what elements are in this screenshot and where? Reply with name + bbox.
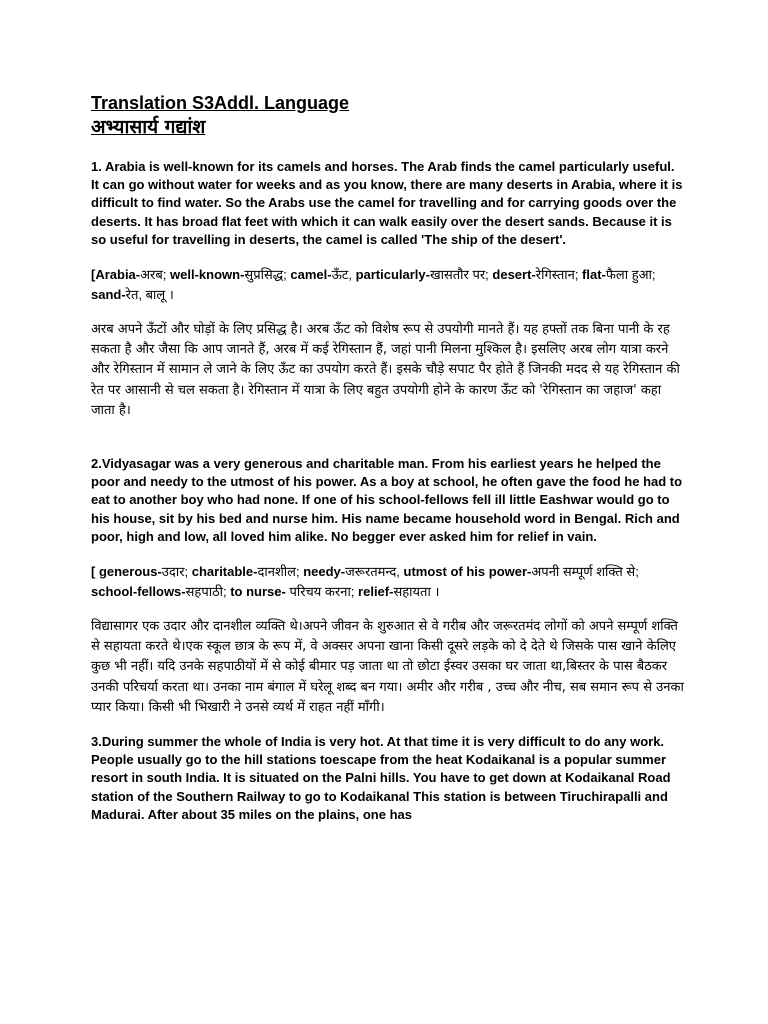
vocab-meaning: फैला हुआ;: [605, 267, 656, 283]
vocab-meaning: रेगिस्तान;: [535, 267, 583, 283]
vocab-meaning: दानशील;: [257, 564, 304, 580]
vocab-meaning: रेत, बालू ।: [125, 287, 174, 303]
vocab-term: charitable-: [191, 564, 258, 580]
vocab-term: sand-: [91, 287, 126, 303]
vocab-term: school-fellows-: [91, 584, 186, 600]
passage-1-vocabulary: [91, 265, 686, 305]
page-subtitle-hindi: अभ्यासार्य गद्यांश: [91, 116, 206, 138]
vocab-term: flat-: [582, 267, 606, 283]
vocab-meaning: सहायता ।: [393, 584, 440, 600]
vocab-term: [ generous-: [91, 564, 162, 580]
vocab-meaning: अरब;: [140, 267, 171, 283]
vocab-term: desert-: [492, 267, 536, 283]
vocab-meaning: अपनी सम्पूर्ण शक्ति से;: [531, 564, 639, 580]
passage-2-english: 2.Vidyasagar was a very generous and charitable man. From his earliest years he helped the poor and needy to the utmost of his power. As a boy at school, he often gave the food he had to eat to another boy who had none. If one of his school-fellows fell ill little Eashwar would go to his house, sit by his bed and nurse him. His name became household word in Bengal. Rich and poor, high and low, all loved him alike. No begger ever asked him for relief in vain.: [91, 456, 683, 544]
vocab-meaning: सुप्रसिद्ध;: [244, 267, 291, 283]
vocab-term: needy-: [303, 564, 346, 580]
vocab-term: utmost of his power-: [403, 564, 532, 580]
vocab-meaning: जरूरतमन्द,: [345, 564, 404, 580]
vocab-term: particularly-: [355, 267, 430, 283]
vocab-meaning: खासतौर पर;: [429, 267, 493, 283]
page-title: Translation S3Addl. Language: [91, 93, 350, 113]
vocab-term: [Arabia-: [91, 267, 141, 283]
vocab-term: relief-: [358, 584, 394, 600]
passage-1-english: 1. Arabia is well-known for its camels and horses. The Arab finds the camel particularly useful. It can go without water for weeks and as you know, there are many deserts in Arabia, where it is difficult to find water. So the Arabs use the camel for travelling and for carrying goods over the deserts. It has broad flat feet with which it can walk easily over the desert sands. Because it is so useful for travelling in deserts, the camel is called 'The ship of the desert'.: [91, 159, 683, 247]
vocab-term: to nurse-: [230, 584, 286, 600]
vocab-term: camel-: [290, 267, 332, 283]
passage-3-english: 3.During summer the whole of India is very hot. At that time it is very difficult to do any work. People usually go to the hill stations toescape from the heat Kodaikanal is a popular summer resort in south India. It is situated on the Palni hills. You have to get down at Kodaikanal Road station of the Southern Railway to go to Kodaikanal This station is between Tiruchirapalli and Madurai. After about 35 miles on the plains, one has: [91, 734, 671, 822]
vocab-meaning: ऊँट,: [331, 267, 356, 283]
vocab-term: well-known-: [170, 267, 245, 283]
vocab-meaning: उदार;: [161, 564, 192, 580]
passage-1-hindi: अरब अपने ऊँटों और घोड़ों के लिए प्रसिद्ध है। अरब ऊँट को विशेष रूप से उपयोगी मानते हैं। यह हफ्तों तक बिना पानी के रह सकता है और जैसा कि आप जानते हैं, अरब में कई रेगिस्तान हैं, जहां पानी मिलना मुश्किल है। इसलिए अरब लोग यात्रा करने और रेगिस्तान में सामान ले जाने के लिए ऊँट का उपयोग करते हैं। इसके चौड़े सपाट पैर होते हैं जिनकी मदद से यह रेगिस्तान की रेत पर आसानी से चल सकता है। रेगिस्तान में यात्रा के लिए बहुत उपयोगी होने के कारण ऊँट को 'रेगिस्तान का जहाज' कहा जाता है।: [91, 322, 680, 418]
passage-2-vocabulary: [91, 562, 686, 602]
vocab-meaning: परिचय करना;: [285, 584, 359, 600]
passage-2-hindi: विद्यासागर एक उदार और दानशील व्यक्ति थे।अपने जीवन के शुरुआत से वे गरीब और जरूरतमंद लोगों को अपने सम्पूर्ण शक्ति से सहायता करते थे।एक स्कूल छात्र के रूप में, वे अक्सर अपना खाना किसी दूसरे लड़के को दे देते थे जिसके पास खाने केलिए कुछ भी नहीं। यदि उनके सहपाठीयों में से कोई बीमार पड़ जाता था तो छोटा ईस्वर उसका घर जाता था,बिस्तर के पास बैठकर उनकी परिचर्या करता था। उनका नाम बंगाल में घरेलू शब्द बन गया। अमीर और गरीब , उच्च और नीच, सब समान रूप से उनका प्यार किया। किसी भी भिखारी ने उनसे व्यर्थ में राहत नहीं माँगी।: [91, 619, 684, 715]
vocab-meaning: सहपाठी;: [185, 584, 231, 600]
